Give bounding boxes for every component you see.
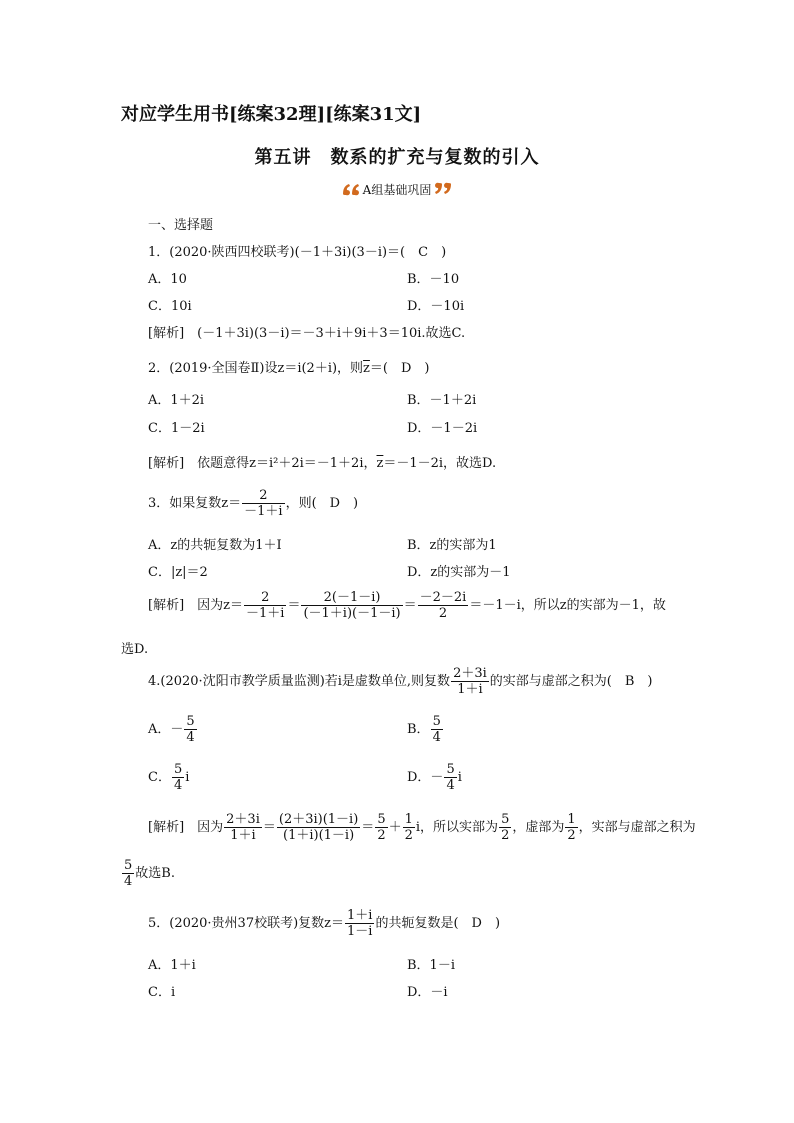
q4-b-frac [431,714,443,745]
q4-an-line2-frac [122,858,134,889]
q5-stem-post: 的共轭复数是( D ) [375,916,501,931]
q3-denominator: －1＋i [244,504,283,519]
q3-stem-post: ，则( D ) [285,496,359,511]
q4-stem-post: 的实部与虚部之积为( B ) [489,674,653,689]
q4-an-frac2 [277,812,360,843]
q4-b-den: 4 [432,730,441,745]
q3-analysis [148,590,666,621]
q4-an-line2-num: 5 [124,858,133,873]
q4-an-frac2-den: (1＋i)(1－i) [283,828,355,843]
q4-an-frac6-den: 2 [567,828,576,843]
open-quote-icon [341,182,363,196]
q4-b-pre: B． [407,722,430,737]
q4-an-frac5-den: 2 [501,828,510,843]
q5-option-a: A．1＋i [148,958,196,973]
q4-an-mid2: ，虚部为 [512,820,565,835]
q3-an-frac1 [244,590,286,621]
q1-option-b: B．－10 [407,272,460,287]
header-reference: 对应学生用书[练案32理][练案31文] [121,104,422,125]
q4-an-mid3: ，实部与虚部之积为 [578,820,696,835]
q3-an-frac3-den: 2 [438,606,448,621]
q4-c-pre: C． [148,770,171,785]
q3-option-d: D．z的实部为－1 [407,565,511,580]
q1-option-c: C．10i [148,299,192,314]
q3-fraction [242,488,284,519]
q4-an-pre: [解析] 因为 [148,820,224,835]
q4-an-frac4-num: 1 [404,812,413,827]
q1-stem: 1．(2020·陕西四校联考)(－1＋3i)(3－i)＝( C ) [148,245,447,260]
q4-an-frac1-num: 2＋3i [226,812,260,827]
q3-an-eq1: ＝ [287,598,301,613]
q2-option-c: C．1－2i [148,421,205,436]
q3-option-a: A．z的共轭复数为1＋I [148,538,282,553]
q2-analysis [148,452,496,471]
q1-option-a: A．10 [148,272,187,287]
lecture-title: 第五讲 数系的扩充与复数的引入 [254,147,540,168]
q5-stem [148,908,500,939]
q3-an-frac3 [418,590,469,621]
q5-option-c: C．i [148,985,176,1000]
q4-a-pre: A．－ [148,722,184,737]
q5-numerator: 1＋i [347,908,373,923]
q4-an-frac5-num: 5 [501,812,510,827]
q3-option-b: B．z的实部为1 [407,538,497,553]
q4-an-frac1 [224,812,262,843]
q1-analysis: [解析] (－1＋3i)(3－i)＝－3＋i＋9i＋3＝10i.故选C. [148,326,466,341]
q2-option-a: A．1＋2i [148,393,205,408]
q4-an-frac3-num: 5 [377,812,386,827]
q4-an-frac4 [403,812,415,843]
q2-stem [148,357,429,376]
q2-analysis-pre: [解析] 依题意得z＝i²＋2i＝－1＋2i， [148,456,377,471]
q3-an-frac2-den: (－1＋i)(－1－i) [303,606,401,621]
q5-stem-pre: 5．(2020·贵州37校联考)复数z＝ [148,916,345,931]
q4-d-pre: D．－ [407,770,444,785]
q3-option-c: C．|z|＝2 [148,565,208,580]
q4-denominator: 1＋i [457,682,483,697]
q4-fraction [451,666,489,697]
q4-d-num: 5 [446,762,455,777]
q4-an-eq2: ＝ [361,820,375,835]
q2-stem-pre: 2．(2019·全国卷Ⅱ)设z＝i(2＋i)，则 [148,361,364,376]
q4-d-den: 4 [446,778,455,793]
q2-analysis-conjugate: $\overline{z}$ [376,456,384,471]
q4-c-num: 5 [173,762,183,777]
q4-analysis [148,812,696,843]
q4-an-frac1-den: 1＋i [230,828,256,843]
q4-an-frac6-num: 1 [567,812,576,827]
q4-option-a [148,714,198,745]
q3-stem [148,488,358,519]
q4-d-frac [444,762,456,793]
q3-an-frac2 [301,590,402,621]
q3-an-post: ＝－1－i，所以z的实部为－1，故 [469,598,666,613]
q2-conjugate-z: $\overline{z}$ [363,361,370,376]
q3-an-pre: [解析] 因为z＝ [148,598,243,613]
q3-an-eq2: ＝ [403,598,417,613]
q4-b-num: 5 [432,714,441,729]
q2-option-d: D．－1－2i [407,421,478,436]
q4-a-frac [184,714,196,745]
q3-an-frac3-num: －2－2i [419,590,467,605]
q4-d-post: i [457,770,462,785]
q3-analysis-line2: 选D. [121,642,149,657]
q3-numerator: 2 [242,488,284,504]
q5-fraction [345,908,374,939]
q4-an-frac3-den: 2 [377,828,386,843]
q2-stem-post: ＝( D ) [369,361,430,376]
q4-an-frac3 [375,812,387,843]
q1-option-d: D．－10i [407,299,465,314]
q3-an-frac1-den: －1＋i [246,606,285,621]
group-heading [0,181,794,198]
q4-an-line2-den: 4 [124,874,133,889]
q4-an-line2-post: 故选B. [135,866,175,881]
q4-a-num: 5 [186,714,195,729]
q4-an-frac5 [499,812,511,843]
group-label: A组基础巩固 [362,183,432,197]
q4-option-b [407,714,444,745]
q4-numerator: 2＋3i [453,666,487,681]
q4-an-frac2-num: (2＋3i)(1－i) [278,812,359,827]
q4-an-mid1: i，所以实部为 [415,820,499,835]
q2-option-b: B．－1＋2i [407,393,477,408]
q5-denominator: 1－i [347,924,373,939]
q4-an-frac4-den: 2 [404,828,413,843]
q3-stem-pre: 3．如果复数z＝ [148,496,242,511]
q5-option-d: D．－i [407,985,448,1000]
q4-analysis-line2 [121,858,175,889]
q2-analysis-post: ＝－1－2i，故选D. [383,456,497,471]
close-quote-icon [431,182,453,196]
q4-an-eq1: ＝ [262,820,276,835]
q3-an-frac2-num: 2(－1－i) [301,590,402,606]
q4-an-frac6 [565,812,577,843]
q4-c-post: i [185,770,190,785]
q3-an-frac1-num: 2 [244,590,286,606]
q4-an-plus: ＋ [388,820,402,835]
q4-option-c [148,762,189,793]
q4-option-d [407,762,462,793]
q4-a-den: 4 [186,730,195,745]
q4-c-frac [172,762,184,793]
q4-stem-pre: 4.(2020·沈阳市教学质量监测)若i是虚数单位,则复数 [148,674,451,689]
q5-option-b: B．1－i [407,958,455,973]
section-heading: 一、选择题 [148,218,214,233]
q4-c-den: 4 [173,778,183,793]
q4-stem [148,666,652,697]
